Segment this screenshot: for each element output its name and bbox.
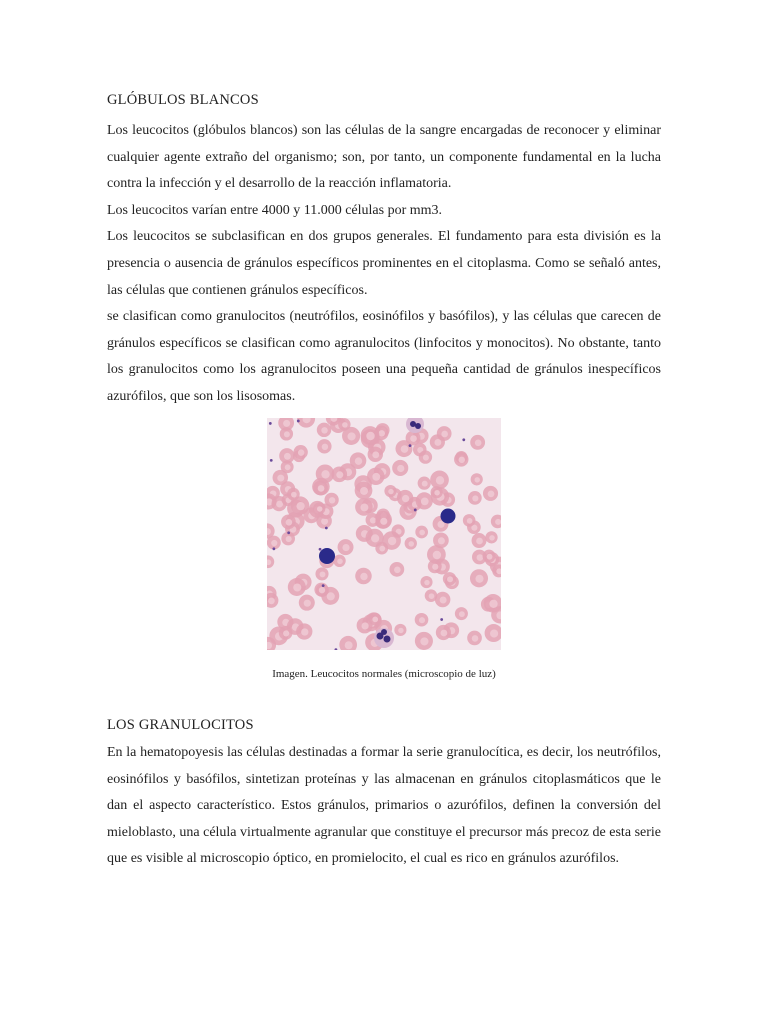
red-blood-cell-center: [372, 616, 378, 622]
neutrophil-lobe: [415, 423, 421, 429]
red-blood-cell-center: [372, 451, 379, 458]
red-blood-cell-center: [317, 506, 323, 512]
red-blood-cell-center: [402, 495, 409, 502]
red-blood-cell-center: [277, 475, 284, 482]
red-blood-cell-center: [472, 495, 478, 501]
red-blood-cell-center: [342, 544, 349, 551]
red-blood-cell-center: [459, 611, 465, 617]
red-blood-cell-center: [284, 431, 290, 437]
platelet: [297, 420, 300, 423]
lymphocyte-nucleus: [441, 509, 456, 524]
red-blood-cell-center: [366, 432, 374, 440]
blood-smear-illustration: [267, 418, 501, 650]
red-blood-cell-center: [419, 530, 425, 536]
red-blood-cell-center: [286, 536, 292, 542]
red-blood-cell-center: [438, 537, 445, 544]
section-title: LOS GRANULOCITOS: [107, 717, 254, 733]
red-blood-cell-center: [362, 622, 369, 629]
red-blood-cell-center: [447, 576, 453, 582]
red-blood-cell-center: [380, 518, 387, 525]
red-blood-cell-center: [398, 628, 403, 633]
red-blood-cell-center: [475, 575, 483, 583]
red-blood-cell-center: [301, 628, 308, 635]
figure-caption: Imagen. Leucocitos normales (microscopio de luz): [272, 668, 496, 680]
red-blood-cell-center: [459, 457, 465, 463]
red-blood-cell-center: [285, 464, 291, 470]
red-blood-cell-center: [296, 502, 304, 510]
red-blood-cell-center: [440, 597, 447, 604]
red-blood-cell-center: [336, 471, 343, 478]
red-blood-cell-center: [291, 492, 297, 498]
red-blood-cell-center: [286, 519, 293, 526]
red-blood-cell-center: [388, 489, 393, 494]
red-blood-cell-center: [320, 571, 326, 577]
red-blood-cell-center: [424, 580, 429, 585]
red-blood-cell-center: [495, 519, 501, 525]
neutrophil-lobe: [381, 629, 387, 635]
red-blood-cell-center: [372, 473, 380, 481]
red-blood-cell-center: [429, 593, 435, 599]
red-blood-cell-center: [360, 487, 368, 495]
red-blood-cell-center: [423, 455, 429, 461]
red-blood-cell-center: [432, 564, 438, 570]
red-blood-cell-center: [488, 490, 495, 497]
red-blood-cell-center: [337, 558, 343, 564]
platelet: [269, 422, 272, 425]
red-blood-cell-center: [319, 587, 325, 593]
micrograph-image: [267, 418, 501, 650]
red-blood-cell-center: [283, 420, 290, 427]
red-blood-cell-center: [360, 504, 368, 512]
red-blood-cell-center: [472, 635, 479, 642]
red-blood-cell-center: [318, 485, 325, 492]
red-blood-cell-center: [476, 538, 483, 545]
red-blood-cell-center: [321, 470, 329, 478]
red-blood-cell-center: [342, 422, 348, 428]
red-blood-cell-center: [474, 477, 479, 482]
red-blood-cell-center: [475, 439, 482, 446]
paragraph: Los leucocitos varían entre 4000 y 11.000 células por mm3.: [107, 202, 443, 218]
platelet: [414, 509, 417, 512]
red-blood-cell-center: [321, 427, 328, 434]
red-blood-cell-center: [293, 583, 301, 591]
red-blood-cell-center: [477, 554, 484, 561]
section-body: [107, 740, 661, 873]
red-blood-cell-center: [355, 457, 362, 464]
red-blood-cell-center: [401, 445, 409, 453]
red-blood-cell-center: [345, 641, 353, 649]
red-blood-cell-center: [433, 551, 441, 559]
red-blood-cell-center: [397, 465, 404, 472]
red-blood-cell-center: [370, 517, 376, 523]
red-blood-cell-center: [304, 600, 311, 607]
paragraph: Los leucocitos (glóbulos blancos) son las células de la sangre encargadas de reconocer y eliminar cualquier agente extraño del organismo; son, por tanto, un componente fundamental en la lucha contra la infección y el desarrollo de la reacción inflamatoria.: [107, 123, 661, 192]
platelet: [440, 618, 443, 621]
red-blood-cell-center: [379, 546, 385, 552]
red-blood-cell-center: [360, 573, 367, 580]
red-blood-cell-center: [268, 598, 275, 605]
red-blood-cell-center: [322, 444, 328, 450]
red-blood-cell-center: [379, 430, 386, 437]
platelet: [325, 527, 328, 530]
platelet: [287, 531, 290, 534]
red-blood-cell-center: [422, 481, 428, 487]
paragraph: se clasifican como granulocitos (neutrófilos, eosinófilos y basófilos), y las células que carecen de gránulos específicos se clasifican como agranulocitos (linfocitos y monocitos). No obstante, tanto los granulocitos como los agranulocitos poseen una pequeña cantidad de gránulos inespecíficos azurófilos, que son los lisosomas.: [107, 309, 661, 404]
platelet: [270, 459, 273, 462]
red-blood-cell-center: [434, 490, 439, 495]
red-blood-cell-center: [440, 630, 447, 637]
red-blood-cell-center: [408, 541, 414, 547]
red-blood-cell-center: [441, 431, 448, 438]
red-blood-cell-center: [327, 592, 335, 600]
red-blood-cell-center: [298, 449, 304, 455]
platelet: [322, 584, 325, 587]
red-blood-cell-center: [421, 498, 429, 506]
red-blood-cell-center: [410, 435, 417, 442]
red-blood-cell-center: [284, 453, 291, 460]
red-blood-cell-center: [490, 629, 498, 637]
red-blood-cell-center: [271, 540, 277, 546]
red-blood-cell-center: [348, 432, 356, 440]
red-blood-cell-center: [487, 554, 493, 560]
red-blood-cell-center: [489, 600, 497, 608]
lymphocyte-nucleus: [319, 548, 335, 564]
red-blood-cell-center: [394, 567, 401, 574]
red-blood-cell-center: [420, 637, 428, 645]
platelet: [409, 444, 412, 447]
paragraph: En la hematopoyesis las células destinadas a formar la serie granulocítica, es decir, los neutrófilos, eosinófilos y basófilos, sintetizan proteínas y las almacenan en gránulos citoplasmáticos que le dan el aspecto característico. Estos gránulos, primarios o azurófilos, definen la conversión del mieloblasto, una célula virtualmente agranular que constituye el precursor más precoz de esta serie que es visible al microscopio óptico, en promielocito, el cual es rico en gránulos azurófilos.: [107, 745, 661, 867]
platelet: [319, 548, 322, 551]
section-title: GLÓBULOS BLANCOS: [107, 92, 259, 108]
red-blood-cell-center: [419, 617, 425, 623]
red-blood-cell-center: [371, 534, 379, 542]
platelet: [462, 438, 465, 441]
red-blood-cell-center: [467, 518, 473, 524]
red-blood-cell-center: [436, 476, 444, 484]
red-blood-cell-center: [388, 537, 396, 545]
paragraph: Los leucocitos se subclasifican en dos grupos generales. El fundamento para esta división es la presencia o ausencia de gránulos específicos prominentes en el citoplasma. Como se señaló antes, las células que contienen gránulos específicos.: [107, 229, 661, 298]
red-blood-cell-center: [329, 497, 335, 503]
section-body: [107, 118, 661, 411]
red-blood-cell-center: [434, 439, 441, 446]
neutrophil-lobe: [384, 636, 391, 643]
red-blood-cell-center: [489, 535, 495, 541]
platelet: [272, 547, 275, 550]
